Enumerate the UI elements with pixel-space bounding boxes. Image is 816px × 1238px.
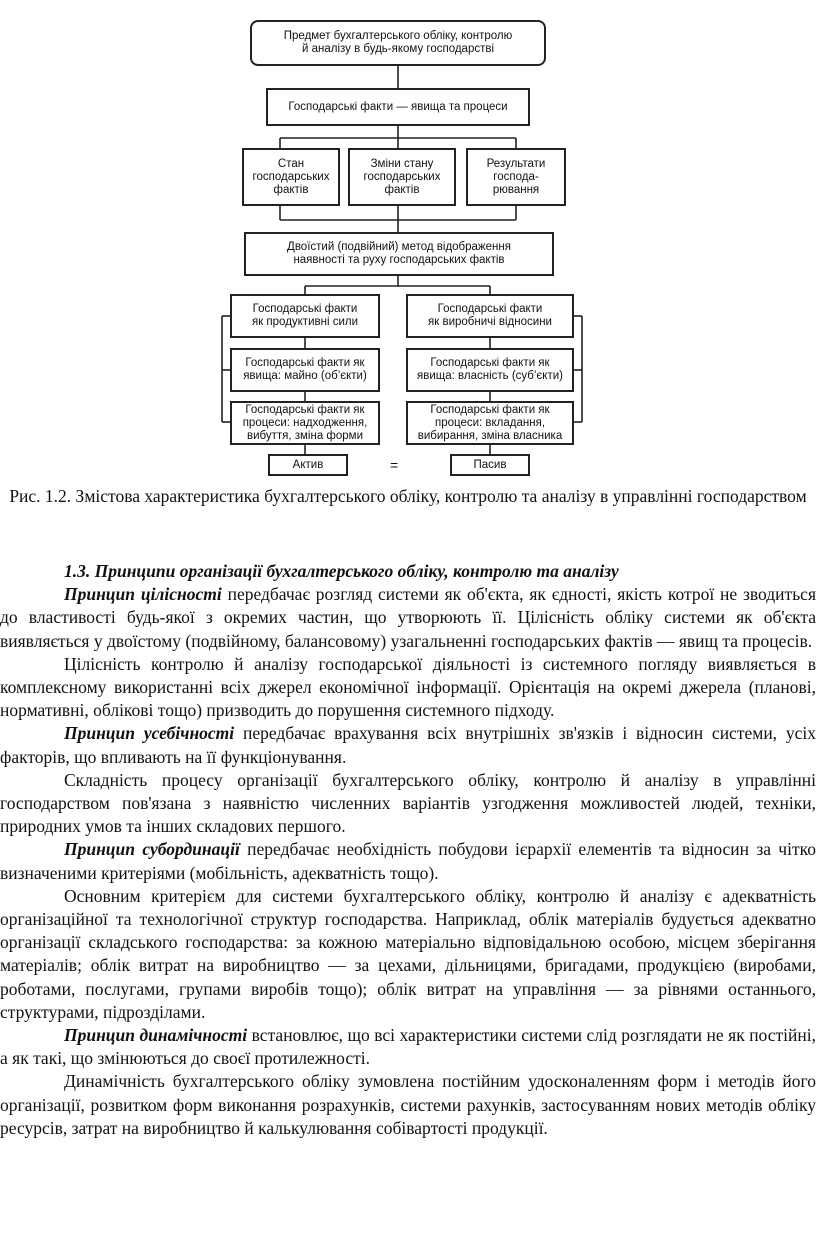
results-box: Результати господа- рювання xyxy=(466,148,566,206)
term-integrity: Принцип цілісності xyxy=(64,584,222,605)
paragraph-control: Цілісність контролю й аналізу господарської діяльності із системного погляду виявляється в комплексному використанні всіх джерел економічної інформації. Орієнтація на окремі джерела (планові, нормативні, облікові тощо) призводить до порушення системного підходу. xyxy=(0,653,816,721)
ownership-subjects-box: Господарські факти як явища: власність (суб’єкти) xyxy=(406,348,574,392)
accounting-structure-diagram xyxy=(200,8,600,478)
left-processes-box: Господарські факти як процеси: надходження, вибуття, зміна форми xyxy=(230,401,380,445)
paragraph-complexity: Складність процесу організації бухгалтерського обліку, контролю й аналізу в управлінні господарством пов'язана з наявністю численних варіантів узгодження можливостей людей, техніки, природних умов та інших складових першого. xyxy=(0,769,816,837)
section-heading: 1.3. Принципи організації бухгалтерського обліку, контролю та аналізу xyxy=(64,561,619,581)
subject-box: Предмет бухгалтерського обліку, контролю й аналізу в будь-якому господарстві xyxy=(250,20,546,66)
paragraph-dynamic xyxy=(0,1024,816,1070)
figure-caption: Рис. 1.2. Змістова характеристика бухгалтерського обліку, контролю та аналізу в управлінні господарством xyxy=(9,486,807,506)
term-dynamic: Принцип динамічності xyxy=(64,1025,248,1046)
asset-box: Актив xyxy=(268,454,348,476)
paragraph-text: передбачає розгляд системи як об'єкта, як єдності, якість котрої не зводиться до властивості будь-якої з окремих частин, що утворюють її. Цілісність обліку системи як об'єкта виявляється у двоїстому (подвійному, балансовому) узагальненні господарських фактів — явищ та процесів. xyxy=(0,584,816,651)
term-comprehensive: Принцип усебічності xyxy=(64,723,235,744)
section-text xyxy=(0,560,816,1140)
productive-forces-box: Господарські факти як продуктивні сили xyxy=(230,294,380,338)
paragraph-subordination xyxy=(0,838,816,884)
equals-sign: = xyxy=(390,457,399,473)
liability-box: Пасив xyxy=(450,454,530,476)
production-relations-box: Господарські факти як виробничі відносини xyxy=(406,294,574,338)
paragraph-integrity xyxy=(0,583,816,653)
paragraph-text: передбачає врахування всіх внутрішніх зв'язків і відносин системи, усіх факторів, що впливають на її функціонування. xyxy=(0,723,816,767)
term-subordination: Принцип субординації xyxy=(64,839,240,860)
facts-box: Господарські факти — явища та процеси xyxy=(266,88,530,126)
property-objects-box: Господарські факти як явища: майно (об’єкти) xyxy=(230,348,380,392)
state-box: Стан господарських фактів xyxy=(242,148,340,206)
paragraph-criterion: Основним критерієм для системи бухгалтерського обліку, контролю й аналізу є адекватність організаційної та технологічної структур господарства. Наприклад, облік матеріалів будується адекватно організації складського господарства: за кожною матеріально відповідальною особою, місцем зберігання матеріалів; облік витрат на виробництво — за цехами, дільницями, бригадами, продукцією (виробами, роботами, послугами, групами виробів тощо); облік витрат на управління — за рівнями останнього, структурами, підрозділами. xyxy=(0,885,816,1022)
right-processes-box: Господарські факти як процеси: вкладання, вибирання, зміна власника xyxy=(406,401,574,445)
method-box: Двоїстий (подвійний) метод відображення наявності та руху господарських фактів xyxy=(244,232,554,276)
changes-box: Зміни стану господарських фактів xyxy=(348,148,456,206)
paragraph-text: встановлює, що всі характеристики системи слід розглядати не як постійні, а як такі, що змінюються до своєї протилежності. xyxy=(0,1025,816,1069)
paragraph-dynamism: Динамічність бухгалтерського обліку зумовлена постійним удосконаленням форм і методів його організації, розвитком форм виконання розрахунків, системи рахунків, застосуванням нових методів обліку ресурсів, затрат на виробництво й калькулювання собівартості продукції. xyxy=(0,1071,816,1138)
paragraph-comprehensive xyxy=(0,722,816,768)
paragraph-text: передбачає необхідність побудови ієрархії елементів та відносин за чітко визначеними критеріями (мобільність, адекватність тощо). xyxy=(0,839,816,883)
